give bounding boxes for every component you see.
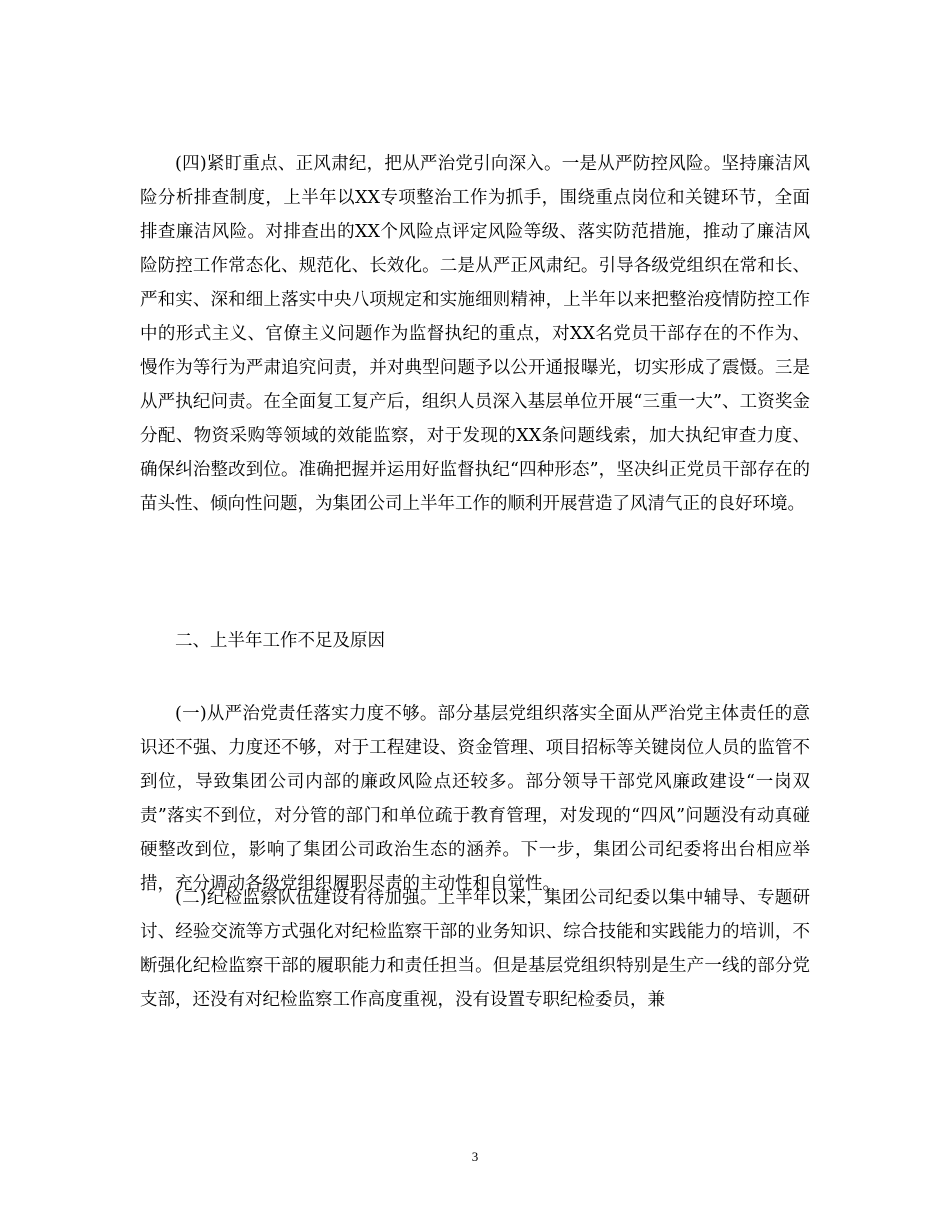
paragraph-text: (一)从严治党责任落实力度不够。部分基层党组织落实全面从严治党主体责任的意识还不强、力度还不够，对于工程建设、资金管理、项目招标等关键岗位人员的监管不到位，导致集团公司内部的廉政风险点还较多。部分领导干部党风廉政建设“一岗双责”落实不到位，对分管的部门和单位疏于教育管理，对发现的“四风”问题没有动真碰硬整改到位，影响了集团公司政治生态的涵养。下一步，集团公司纪委将出台相应举措，充分调动各级党组织履职尽责的主动性和自觉性。 <box>140 704 810 894</box>
paragraph-risk-control <box>140 147 810 521</box>
paragraph-text: (二)纪检监察队伍建设有待加强。上半年以来，集团公司纪委以集中辅导、专题研讨、经验交流等方式强化对纪检监察干部的业务知识、综合技能和实践能力的培训，不断强化纪检监察干部的履职能力和责任担当。但是基层党组织特别是生产一线的部分党支部，还没有对纪检监察工作高度重视，没有设置专职纪检委员，兼 <box>140 888 810 1010</box>
section-heading-shortcomings <box>140 624 810 658</box>
section-heading-text: 二、上半年工作不足及原因 <box>175 631 385 651</box>
page-number: 3 <box>471 1149 479 1164</box>
paragraph-team-building <box>140 881 810 1017</box>
paragraph-responsibility <box>140 697 810 901</box>
paragraph-text: (四)紧盯重点、正风肃纪，把从严治党引向深入。一是从严防控风险。坚持廉洁风险分析排查制度，上半年以XX专项整治工作为抓手，围绕重点岗位和关键环节，全面排查廉洁风险。对排查出的XX个风险点评定风险等级、落实防范措施，推动了廉洁风险防控工作常态化、规范化、长效化。二是从严正风肃纪。引导各级党组织在常和长、严和实、深和细上落实中央八项规定和实施细则精神，上半年以来把整治疫情防控工作中的形式主义、官僚主义问题作为监督执纪的重点，对XX名党员干部存在的不作为、慢作为等行为严肃追究问责，并对典型问题予以公开通报曝光，切实形成了震慑。三是从严执纪问责。在全面复工复产后，组织人员深入基层单位开展“三重一大”、工资奖金分配、物资采购等领域的效能监察，对于发现的XX条问题线索，加大执纪审查力度、确保纠治整改到位。准确把握并运用好监督执纪“四种形态”，坚决纠正党员干部存在的苗头性、倾向性问题，为集团公司上半年工作的顺利开展营造了风清气正的良好环境。 <box>140 154 810 514</box>
